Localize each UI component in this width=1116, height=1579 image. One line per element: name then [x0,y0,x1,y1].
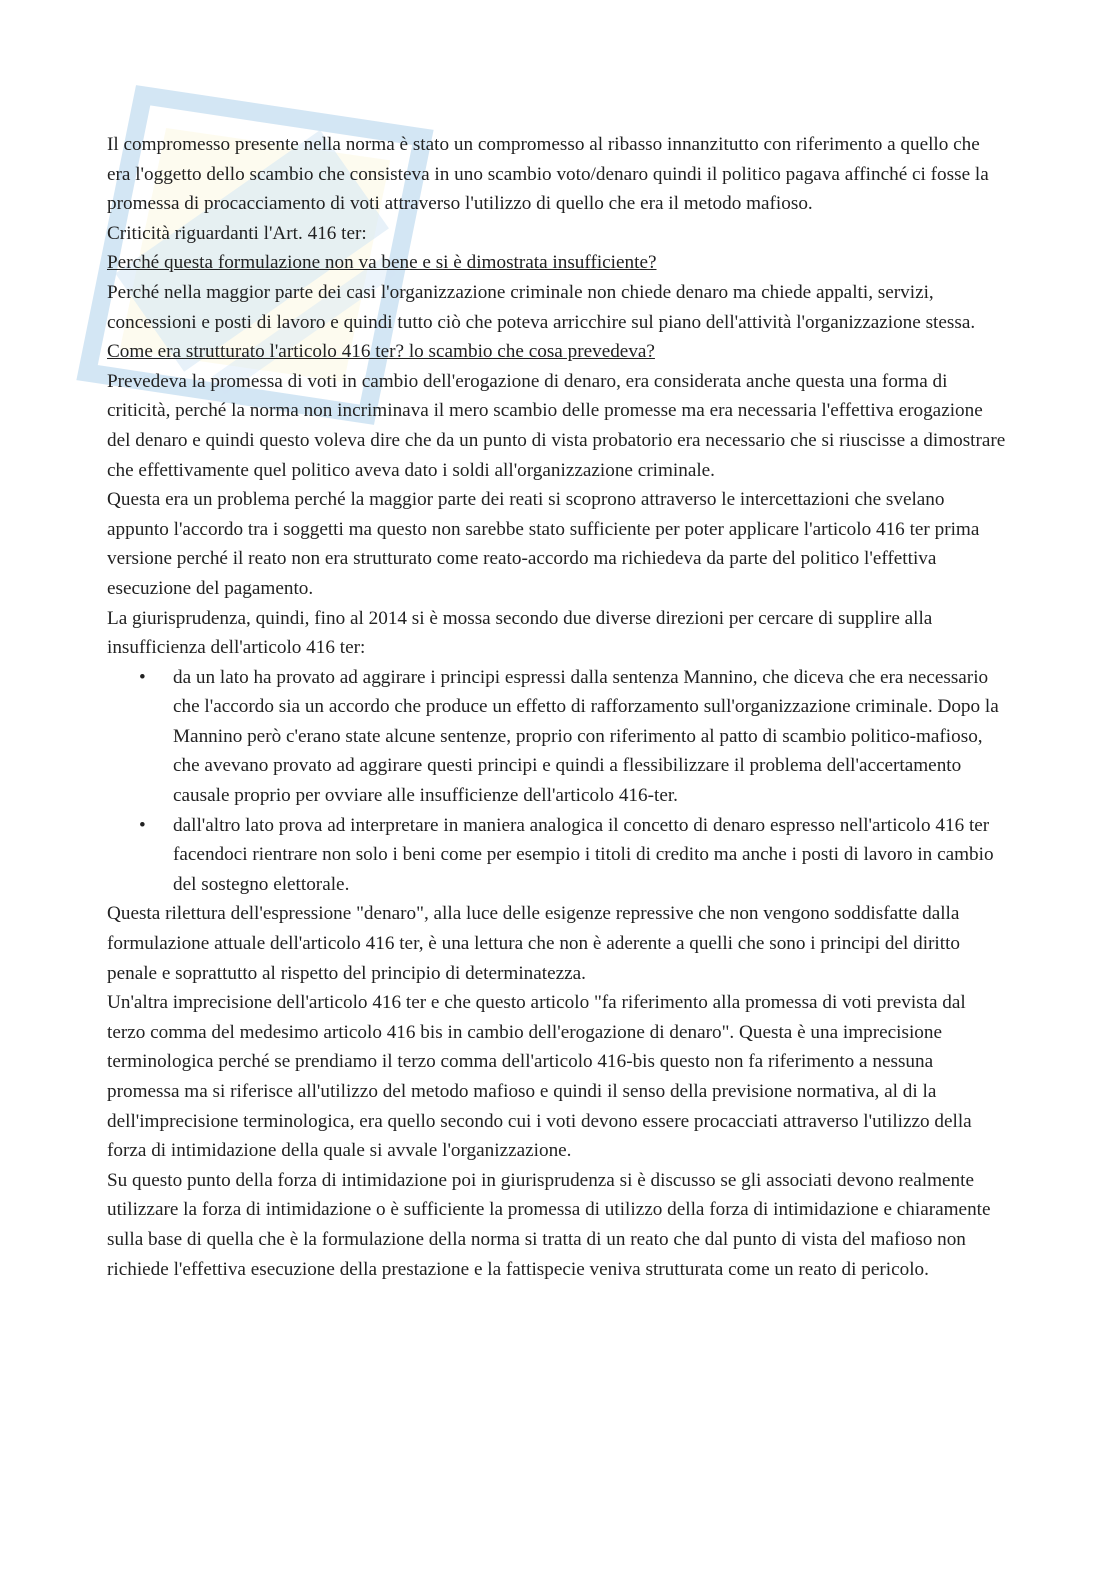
paragraph-problema: Questa era un problema perché la maggior parte dei reati si scoprono attraverso le intercettazioni che svelano appunto l'accordo tra i soggetti ma questo non sarebbe stato sufficiente per poter applicare l'articolo 416 ter prima versione perché il reato non era strutturato come reato-accordo ma richiedeva da parte del politico l'effettiva esecuzione del pagamento. [107,489,980,599]
answer-1: Perché nella maggior parte dei casi l'organizzazione criminale non chiede denaro ma chiede appalti, servizi, concessioni e posti di lavoro e quindi tutto ciò che poteva arricchire sul piano dell'attività l'organizzazione stessa. [107,281,976,333]
document-body [107,130,1007,1284]
criticita-heading: Criticità riguardanti l'Art. 416 ter: [107,222,367,244]
paragraph-forza: Su questo punto della forza di intimidazione poi in giurisprudenza si è discusso se gli associati devono realmente utilizzare la forza di intimidazione o è sufficiente la promessa di utilizzo della forza di intimidazione e chiaramente sulla base di quella che è la formulazione della norma si tratta di un reato che dal punto di vista del mafioso non richiede l'effettiva esecuzione della prestazione e la fattispecie veniva strutturata come un reato di pericolo. [107,1169,991,1280]
bullet-text: dall'altro lato prova ad interpretare in maniera analogica il concetto di denaro espresso nell'articolo 416 ter facendoci rientrare non solo i beni come per esempio i titoli di credito ma anche i posti di lavoro in cambio del sostegno elettorale. [173,814,994,895]
answer-2: Prevedeva la promessa di voti in cambio dell'erogazione di denaro, era considerata anche questa una forma di criticità, perché la norma non incriminava il mero scambio delle promesse ma era necessaria l'effettiva erogazione del denaro e quindi questo voleva dire che da un punto di vista probatorio era necessario che si riuscisse a dimostrare che effettivamente quel politico aveva dato i soldi all'organizzazione criminale. [107,370,1006,481]
question-1: Perché questa formulazione non va bene e si è dimostrata insufficiente? [107,252,657,274]
bullet-item [107,663,1007,811]
bullet-text: da un lato ha provato ad aggirare i principi espressi dalla sentenza Mannino, che diceva che era necessario che l'accordo sia un accordo che produce un effetto di rafforzamento sull'organizzazione criminale. Dopo la Mannino però c'erano state alcune sentenze, proprio con riferimento al patto di scambio politico-mafioso, che avevano provato ad aggirare questi principi e quindi a flessibilizzare il problema dell'accertamento causale proprio per ovviare alle insufficienze dell'articolo 416-ter. [173,666,999,807]
question-2: Come era strutturato l'articolo 416 ter? lo scambio che cosa prevedeva? [107,341,655,363]
paragraph-giurisprudenza: La giurisprudenza, quindi, fino al 2014 si è mossa secondo due diverse direzioni per cercare di supplire alla insufficienza dell'articolo 416 ter: [107,607,933,659]
paragraph-imprecisione: Un'altra imprecisione dell'articolo 416 ter e che questo articolo "fa riferimento alla promessa di voti prevista dal terzo comma del medesimo articolo 416 bis in cambio dell'erogazione di denaro". Questa è una imprecisione terminologica perché se prendiamo il terzo comma dell'articolo 416-bis questo non fa riferimento a nessuna promessa ma si riferisce all'utilizzo del metodo mafioso e quindi il senso della previsione normativa, al di la dell'imprecisione terminologica, era quello secondo cui i voti devono essere procacciati attraverso l'utilizzo della forza di intimidazione della quale si avvale l'organizzazione. [107,992,972,1162]
bullet-item [107,811,1007,900]
bullet-icon: • [139,814,146,836]
bullet-icon: • [139,666,146,688]
paragraph-rilettura: Questa rilettura dell'espressione "denaro", alla luce delle esigenze repressive che non vengono soddisfatte dalla formulazione attuale dell'articolo 416 ter, è una lettura che non è aderente a quelli che sono i principi del diritto penale e soprattutto al rispetto del principio di determinatezza. [107,903,961,984]
bullet-list [107,663,1007,900]
paragraph-intro: Il compromesso presente nella norma è stato un compromesso al ribasso innanzitutto con riferimento a quello che era l'oggetto dello scambio che consisteva in uno scambio voto/denaro quindi il politico pagava affinché ci fosse la promessa di procacciamento di voti attraverso l'utilizzo di quello che era il metodo mafioso. [107,134,989,215]
